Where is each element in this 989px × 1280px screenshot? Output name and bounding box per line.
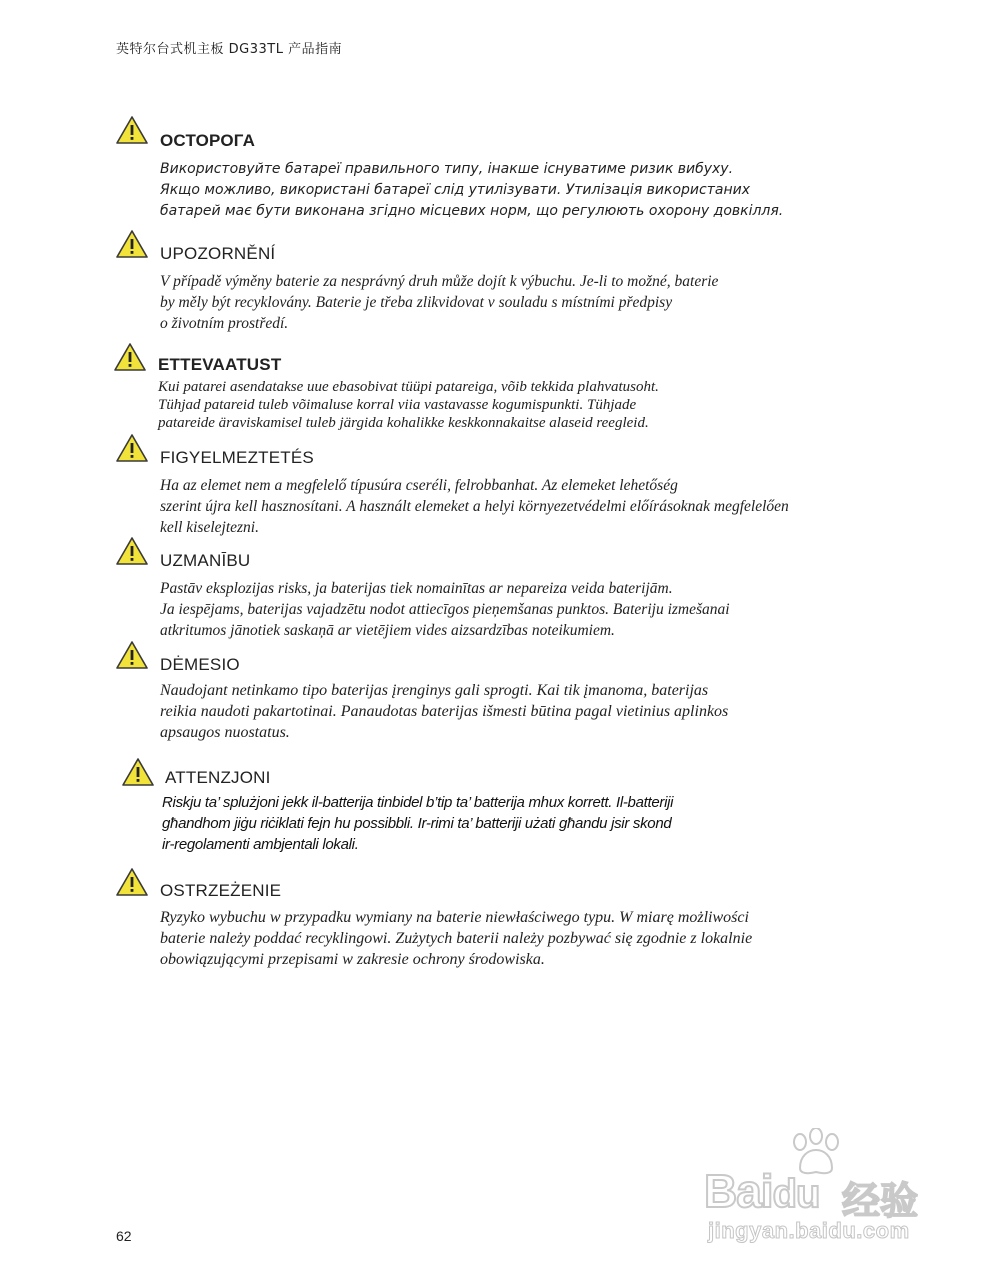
warning-text-line: by měly být recyklovány. Baterie je třeba zlikvidovat v souladu s místními předpisy	[160, 294, 673, 311]
watermark-logo-text: Baidu	[704, 1165, 820, 1217]
warning-text-line: Kui patarei asendatakse uue ebasobivat tüüpi patareiga, võib tekkida plahvatusoht.	[158, 379, 659, 395]
watermark-url: jingyan.baidu.com	[708, 1218, 910, 1243]
page-header: 英特尔台式机主板 DG33TL 产品指南	[116, 42, 343, 57]
warning-triangle-icon	[115, 229, 149, 259]
warning-text-line: V případě výměny baterie za nesprávný druh může dojít k výbuchu. Je-li to možné, baterie	[160, 273, 719, 290]
warning-text	[162, 792, 673, 855]
page-number: 62	[116, 1228, 132, 1244]
warning-text	[160, 159, 783, 222]
warning-text-line: apsaugos nuostatus.	[160, 724, 290, 741]
warning-text-line: Ha az elemet nem a megfelelő típusúra cseréli, felrobbanhat. Az elemeket lehetőség	[160, 477, 678, 494]
warning-triangle-icon	[121, 757, 155, 787]
warning-text-line: батарей має бути виконана згідно місцевих норм, що регулюють охорону довкілля.	[160, 203, 784, 219]
warning-text	[160, 680, 728, 743]
warning-text-line: Ja iespējams, baterijas vajadzētu nodot attiecīgos pieņemšanas punktos. Bateriju izmešanai	[160, 601, 730, 618]
warning-text	[158, 378, 659, 432]
warning-title: UZMANĪBU	[160, 551, 251, 570]
warning-triangle-icon	[115, 867, 149, 897]
warning-triangle-icon	[115, 115, 149, 145]
warning-text-line: Naudojant netinkamo tipo baterijas įrenginys gali sprogti. Kai tik įmanoma, baterijas	[160, 682, 709, 699]
warning-text-line: Якщо можливо, використані батареї слід утилізувати. Утилізація використаних	[160, 182, 750, 198]
warning-text-line: għandhom jiġu riċiklati fejn hu possibbli. Ir-rimi ta’ batteriji użati għandu jsir skond	[162, 815, 672, 832]
warning-title: ATTENZJONI	[165, 768, 271, 787]
warning-title: FIGYELMEZTETÉS	[160, 448, 314, 467]
warning-title: UPOZORNĚNÍ	[160, 244, 276, 263]
warning-text-line: szerint újra kell hasznosítani. A használt elemeket a helyi környezetvédelmi előírásoknak megfelelően	[160, 498, 789, 515]
warning-triangle-icon	[115, 640, 149, 670]
warning-text-line: patareide äraviskamisel tuleb järgida kohalikke keskkonnakaitse alaseid reegleid.	[158, 415, 649, 431]
warning-text-line: Pastāv eksplozijas risks, ja baterijas tiek nomainītas ar nepareiza veida baterijām.	[160, 580, 673, 597]
warning-text-line: o životním prostředí.	[160, 315, 289, 332]
warning-title: DĖMESIO	[160, 655, 240, 674]
warning-title: ETTEVAATUST	[158, 355, 282, 374]
warning-text	[160, 907, 752, 970]
warning-text	[160, 578, 730, 641]
warning-text-line: Використовуйте батареї правильного типу, інакше існуватиме ризик вибуху.	[160, 161, 734, 177]
warning-triangle-icon	[115, 433, 149, 463]
watermark-chinese-text: 经验	[842, 1179, 919, 1223]
warning-triangle-icon	[115, 536, 149, 566]
baidu-jingyan-watermark	[700, 1128, 940, 1243]
warning-triangle-icon	[113, 342, 147, 372]
warning-title: ОСТОРОГА	[160, 131, 256, 150]
warning-text	[160, 475, 789, 538]
warning-text-line: Riskju ta’ splużjoni jekk il-batterija tinbidel b’tip ta’ batterija mhux korrett. Il-batteriji	[162, 794, 674, 811]
warning-text-line: ir-regolamenti ambjentali lokali.	[162, 836, 359, 853]
warning-text	[160, 271, 718, 334]
warning-title: OSTRZEŻENIE	[160, 881, 282, 900]
warning-text-line: Ryzyko wybuchu w przypadku wymiany na baterie niewłaściwego typu. W miarę możliwości	[160, 909, 749, 926]
warning-text-line: reikia naudoti pakartotinai. Panaudotas baterijas išmesti būtina pagal vietinius aplinkos	[160, 703, 729, 720]
warning-text-line: Tühjad patareid tuleb võimaluse korral viia vastavasse kogumispunkti. Tühjade	[158, 397, 637, 413]
warning-text-line: obowiązującymi przepisami w zakresie ochrony środowiska.	[160, 951, 545, 968]
warning-text-line: baterie należy poddać recyklingowi. Zużytych baterii należy pozbywać się zgodnie z lokalnie	[160, 930, 753, 947]
warning-text-line: atkritumos jānotiek saskaņā ar vietējiem vides aizsardzības noteikumiem.	[160, 622, 615, 639]
warning-text-line: kell kiselejtezni.	[160, 519, 259, 536]
